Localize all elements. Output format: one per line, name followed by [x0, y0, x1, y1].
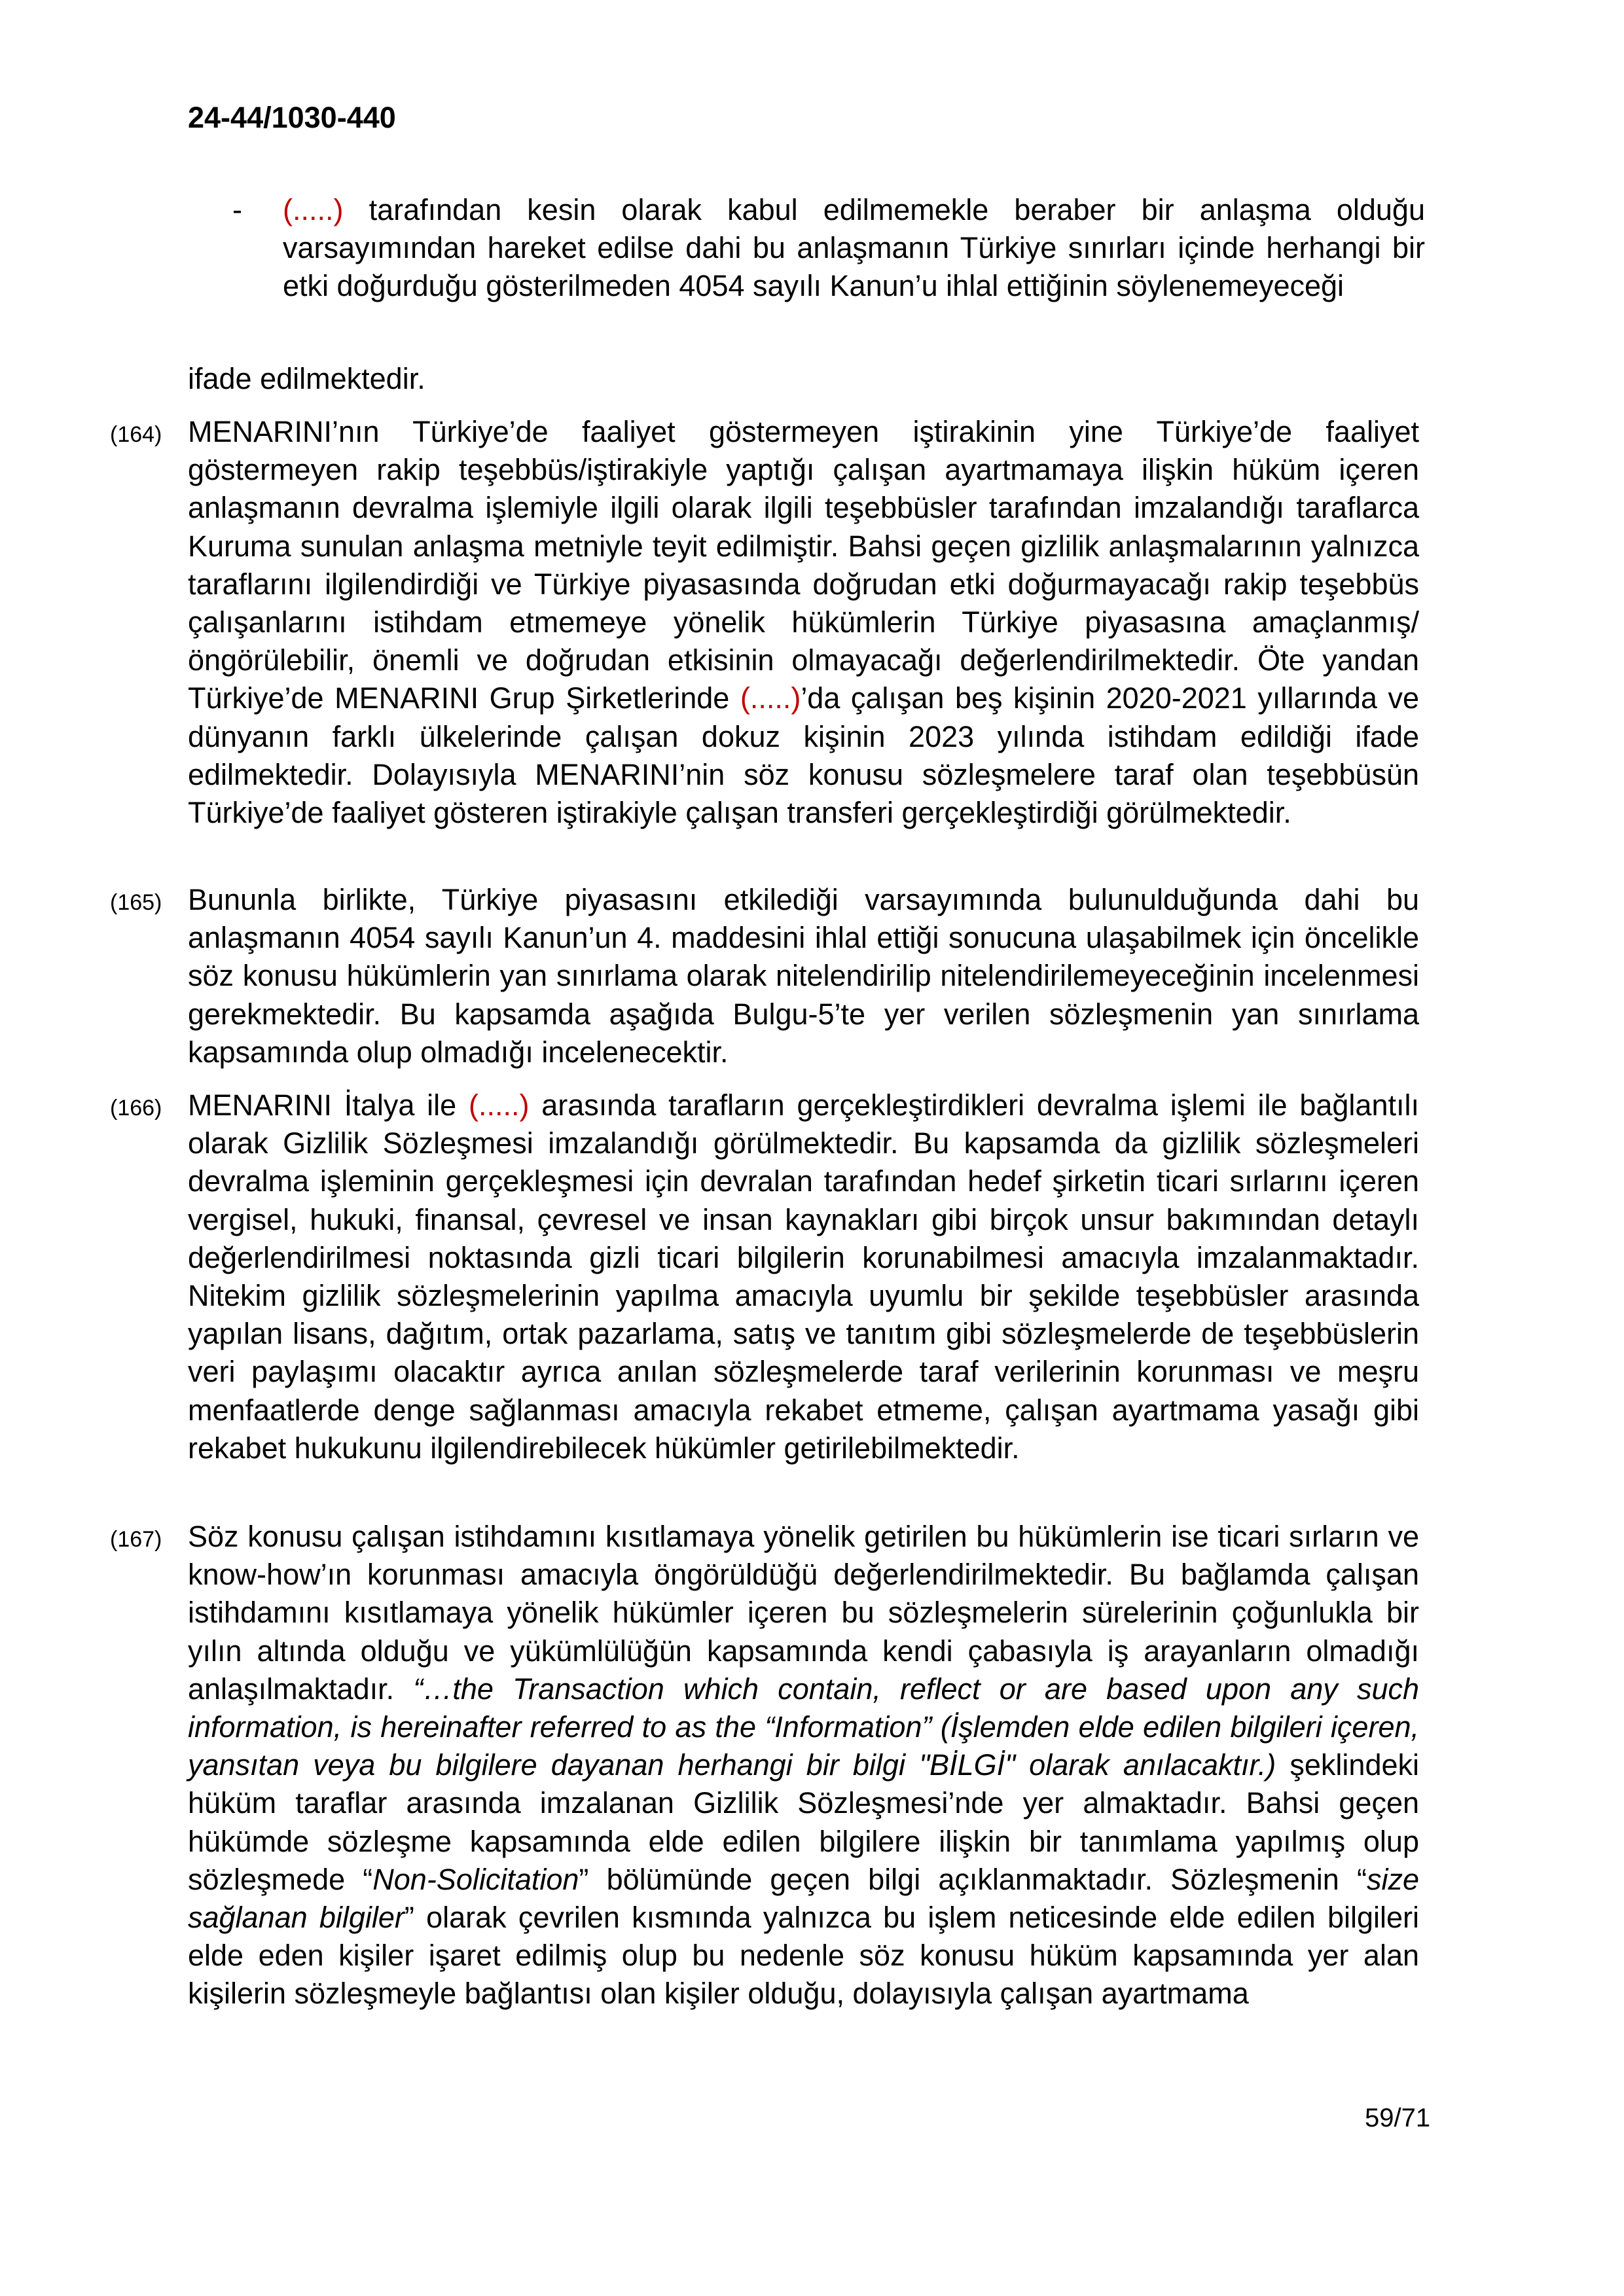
- paragraph-text: Söz konusu çalışan istihdamını kısıtlamaya yönelik getirilen bu hükümlerin ise ticari sırların ve know-how’ın korunması amacıyla öngörüldüğü değerlendirilmektedir. Bu bağlamda çalışan istihdamını kısıtlamaya yönelik hükümler içeren bu sözleşmelerin sürelerinin çoğunlukla bir yılın altında olduğu ve yükümlülüğün kapsamında kendi çabasıyla iş arayanların olmadığı anlaşılmaktadır.: [188, 1520, 1419, 1706]
- redacted-text: (.....): [283, 193, 344, 226]
- paragraph-number: (166): [110, 1096, 162, 1121]
- paragraph-body: Bununla birlikte, Türkiye piyasasını etkilediği varsayımında bulunulduğunda dahi bu anlaşmanın 4054 sayılı Kanun’un 4. maddesini ihlal ettiği sonucuna ulaşabilmek için öncelikle söz konusu hükümlerin yan sınırlama olarak nitelendirilip nitelendirilemeyeceğinin incelenmesi gerekmektedir. Bu kapsamda aşağıda Bulgu-5’te yer verilen sözleşmenin yan sınırlama kapsamında olup olmadığı incelenecektir.: [188, 883, 1419, 1069]
- page-number: 59/71: [1365, 2104, 1431, 2132]
- bullet-text-body: tarafından kesin olarak kabul edilmemekle beraber bir anlaşma olduğu varsayımından hareket edilse dahi bu anlaşmanın Türkiye sınırları içinde herhangi bir etki doğurduğu gösterilmeden 4054 sayılı Kanun’u ihlal ettiğinin söylenemeyeceği: [283, 193, 1425, 302]
- paragraph-166: [110, 1086, 1419, 1467]
- bullet-text: [283, 191, 1425, 305]
- paragraph-text: MENARINI’nın Türkiye’de faaliyet göstermeyen iştirakinin yine Türkiye’de faaliyet göstermeyen rakip teşebbüs/iştirakiyle yaptığı çalışan ayartmamaya ilişkin hüküm içeren anlaşmanın devralma işlemiyle ilgili olarak ilgili teşebbüsler tarafından imzalandığı taraflarca Kuruma sunulan anlaşma metniyle teyit edilmiştir. Bahsi geçen gizlilik anlaşmalarının yalnızca taraflarını ilgilendirdiği ve Türkiye piyasasında doğrudan etki doğurmayacağı rakip teşebbüs çalışanlarını istihdam etmemeye yönelik hükümlerin Türkiye piyasasına amaçlanmış/öngörülebilir, önemli ve doğrudan etkisinin olmayacağı değerlendirilmektedir. Öte yandan Türkiye’de MENARINI Grup Şirketlerinde: [188, 415, 1419, 715]
- document-number: 24-44/1030-440: [188, 101, 396, 134]
- paragraph-165: [110, 881, 1419, 1071]
- paragraph-number: (164): [110, 422, 162, 447]
- paragraph-text: MENARINI İtalya ile: [188, 1088, 469, 1122]
- italic-term: size sağlanan bilgiler: [188, 1862, 1419, 1935]
- quoted-clause: “…the Transaction which contain, reflect or are based upon any such information, is hereinafter referred to as the “Information” (İşlemden elde edilen bilgileri içeren, yansıtan veya bu bilgilere dayanan herhangi bir bilgi "BİLGİ" olarak anılacaktır.): [188, 1672, 1419, 1782]
- redacted-text: (.....): [740, 681, 801, 715]
- paragraph-text: ” bölümünde geçen bilgi açıklanmaktadır. Sözleşmenin “: [579, 1862, 1367, 1896]
- bullet-item: [188, 191, 1425, 305]
- closing-line: ifade edilmektedir.: [188, 362, 425, 395]
- paragraph-body: [188, 413, 1419, 832]
- italic-term: Non-Solicitation: [372, 1862, 579, 1896]
- paragraph-text: ’da çalışan beş kişinin 2020-2021 yıllarında ve dünyanın farklı ülkelerinde çalışan dokuz kişinin 2023 yılında istihdam edildiği ifade edilmektedir. Dolayısıyla MENARINI’nin söz konusu sözleşmelere taraf olan teşebbüsün Türkiye’de faaliyet gösteren iştirakiyle çalışan transferi gerçekleştirdiği görülmektedir.: [188, 681, 1419, 830]
- paragraph-body: [188, 1518, 1419, 2013]
- paragraph-text: ” olarak çevrilen kısmında yalnızca bu işlem neticesinde elde edilen bilgileri elde eden kişiler işaret edilmiş olup bu nedenle söz konusu hüküm kapsamında yer alan kişilerin sözleşmeyle bağlantısı olan kişiler olduğu, dolayısıyla çalışan ayartmama: [188, 1901, 1419, 2011]
- paragraph-text: arasında tarafların gerçekleştirdikleri devralma işlemi ile bağlantılı olarak Gizlilik Sözleşmesi imzalandığı görülmektedir. Bu kapsamda da gizlilik sözleşmeleri devralma işleminin gerçekleşmesi için devralan tarafından hedef şirketin ticari sırlarını içeren vergisel, hukuki, finansal, çevresel ve insan kaynakları gibi birçok unsur bakımından detaylı değerlendirilmesi noktasında gizli ticari bilgilerin korunabilmesi amacıyla imzalanmaktadır. Nitekim gizlilik sözleşmelerinin yapılma amacıyla uyumlu bir şekilde teşebbüsler arasında yapılan lisans, dağıtım, ortak pazarlama, satış ve tanıtım gibi sözleşmelerde de teşebbüslerin veri paylaşımı olacaktır ayrıca anılan sözleşmelerde taraf verilerinin korunması ve meşru menfaatlerde denge sağlanması amacıyla rekabet etmeme, çalışan ayartmama yasağı gibi rekabet hukukunu ilgilendirebilecek hükümler getirilebilmektedir.: [188, 1088, 1419, 1465]
- redacted-text: (.....): [468, 1088, 530, 1122]
- paragraph-body: [188, 1086, 1419, 1467]
- paragraph-number: (167): [110, 1527, 162, 1552]
- paragraph-number: (165): [110, 890, 162, 915]
- bullet-dash: -: [232, 193, 242, 226]
- paragraph-167: [110, 1518, 1419, 2013]
- paragraph-text: şeklindeki hüküm taraflar arasında imzalanan Gizlilik Sözleşmesi’nde yer almaktadır. Bahsi geçen hükümde sözleşme kapsamında elde edilen bilgilere ilişkin bir tanımlama yapılmış olup sözleşmede “: [188, 1748, 1419, 1896]
- paragraph-164: [110, 413, 1419, 832]
